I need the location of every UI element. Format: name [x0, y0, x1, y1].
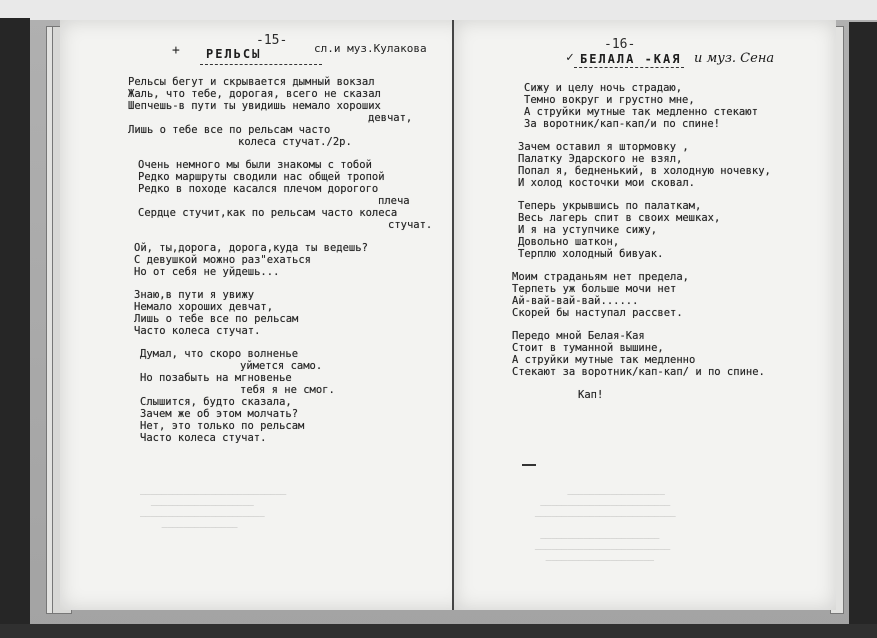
poem-line: Стекают за воротник/кап-кап/ и по спине. — [512, 366, 765, 378]
handwritten-author-note: и муз. Сена — [694, 51, 775, 66]
poem-line: Жаль, что тебе, дорогая, всего не сказал — [128, 88, 381, 100]
stanza — [128, 159, 466, 231]
stanza — [508, 141, 834, 189]
poem-line: Думал, что скоро волненье — [140, 348, 299, 360]
poem-line: колеса стучат./2р. — [238, 136, 352, 148]
left-poem-title: РЕЛЬСЫ — [206, 47, 262, 61]
poem-line: Теперь укрывшись по палаткам, — [518, 200, 702, 212]
poem-line: Часто колеса стучат. — [134, 325, 261, 337]
poem-line: Темно вокруг и грустно мне, — [524, 94, 695, 106]
right-page-number: -16- — [604, 37, 636, 52]
poem-line: стучат. — [388, 219, 433, 231]
stanza — [128, 242, 466, 278]
poem-line: Немало хороших девчат, — [134, 301, 274, 313]
poem-line: Редко маршруты сводили нас общей тропой — [138, 171, 385, 183]
poem-line: Довольно шаткон, — [518, 236, 620, 248]
right-page — [452, 20, 836, 610]
poem-line: плеча — [378, 195, 410, 207]
stanza — [508, 200, 834, 260]
stanza — [128, 289, 466, 337]
stanza — [128, 348, 466, 444]
poem-line: Редко в походе касался плечом дорогого — [138, 183, 379, 195]
poem-line: Сердце стучит,как по рельсам часто колеса — [138, 207, 398, 219]
check-mark: ✓ — [566, 50, 574, 65]
poem-line: Лишь о тебе все по рельсам — [134, 313, 299, 325]
poem-line: Сижу и целу ночь страдаю, — [524, 82, 683, 94]
poem-line: Ой, ты,дорога, дорога,куда ты ведешь? — [134, 242, 368, 254]
stanza — [508, 389, 834, 401]
left-page-number: -15- — [256, 33, 288, 48]
poem-line: Передо мной Белая-Кая — [512, 330, 645, 342]
poem-line: Терпеть уж больше мочи нет — [512, 283, 677, 295]
poem-line: Попал я, бедненький, в холодную ночевку, — [518, 165, 771, 177]
poem-line: Ай-вай-вай-вай...... — [512, 295, 639, 307]
right-poem-text — [508, 82, 834, 412]
poem-line: тебя я не смог. — [240, 384, 335, 396]
poem-line: Нет, это только по рельсам — [140, 420, 305, 432]
poem-line: А струйки мутные так медленно стекают — [524, 106, 758, 118]
bleed-through-text: —————————————————— ———————————————————————— —————————————————————————— —————————————————————— ————————————————————————— ———————————————————— — [534, 490, 676, 566]
bleed-through-text: ——————————————————————————— ——————————————————— ——————————————————————— —————————————— — [140, 490, 287, 533]
poem-line: С девушкой можно раз"ехаться — [134, 254, 312, 266]
poem-line: Зачем же об этом молчать? — [140, 408, 299, 420]
open-book — [40, 20, 846, 618]
poem-line: Кап! — [578, 389, 604, 401]
poem-line: Очень немного мы были знакомы с тобой — [138, 159, 372, 171]
dash-mark — [522, 464, 536, 466]
poem-line: Часто колеса стучат. — [140, 432, 267, 444]
right-poem-title: БЕЛАЛА -КАЯ — [580, 52, 682, 66]
left-page — [60, 20, 470, 610]
poem-line: Знаю,в пути я увижу — [134, 289, 255, 301]
poem-line: И холод косточки мои сковал. — [518, 177, 696, 189]
plus-mark: + — [172, 43, 180, 58]
poem-line: А струйки мутные так медленно — [512, 354, 696, 366]
poem-line: уймется само. — [240, 360, 323, 372]
left-author-note: сл.и муз.Кулакова — [314, 42, 427, 55]
scanner-left-shadow — [0, 18, 30, 638]
stanza — [508, 330, 834, 378]
poem-line: Моим страданьям нет предела, — [512, 271, 690, 283]
poem-line: Палатку Эдарского не взял, — [518, 153, 683, 165]
poem-line: Скорей бы наступал рассвет. — [512, 307, 683, 319]
title-underline — [574, 67, 684, 68]
poem-line: Рельсы бегут и скрывается дымный вокзал — [128, 76, 375, 88]
poem-line: И я на уступчике сижу, — [518, 224, 658, 236]
stanza — [128, 76, 466, 148]
poem-line: Шепчешь-в пути ты увидишь немало хороших — [128, 100, 381, 112]
scanner-right-shadow — [849, 22, 877, 638]
scanner-top-margin — [0, 0, 877, 20]
poem-line: Лишь о тебе все по рельсам часто — [128, 124, 331, 136]
poem-line: девчат, — [368, 112, 413, 124]
poem-line: Но позабыть на мгновенье — [140, 372, 292, 384]
poem-line: Весь лагерь спит в своих мешках, — [518, 212, 721, 224]
poem-line: Стоит в туманной вышине, — [512, 342, 664, 354]
poem-line: За воротник/кап-кап/и по спине! — [524, 118, 720, 130]
stanza — [508, 82, 834, 130]
stanza — [508, 271, 834, 319]
poem-line: Терплю холодный бивуак. — [518, 248, 664, 260]
title-underline — [200, 64, 322, 65]
left-poem-text — [128, 76, 466, 455]
poem-line: Зачем оставил я штормовку , — [518, 141, 689, 153]
poem-line: Но от себя не уйдешь... — [134, 266, 280, 278]
poem-line: Слышится, будто сказала, — [140, 396, 292, 408]
scanner-bottom-shadow — [0, 624, 877, 638]
